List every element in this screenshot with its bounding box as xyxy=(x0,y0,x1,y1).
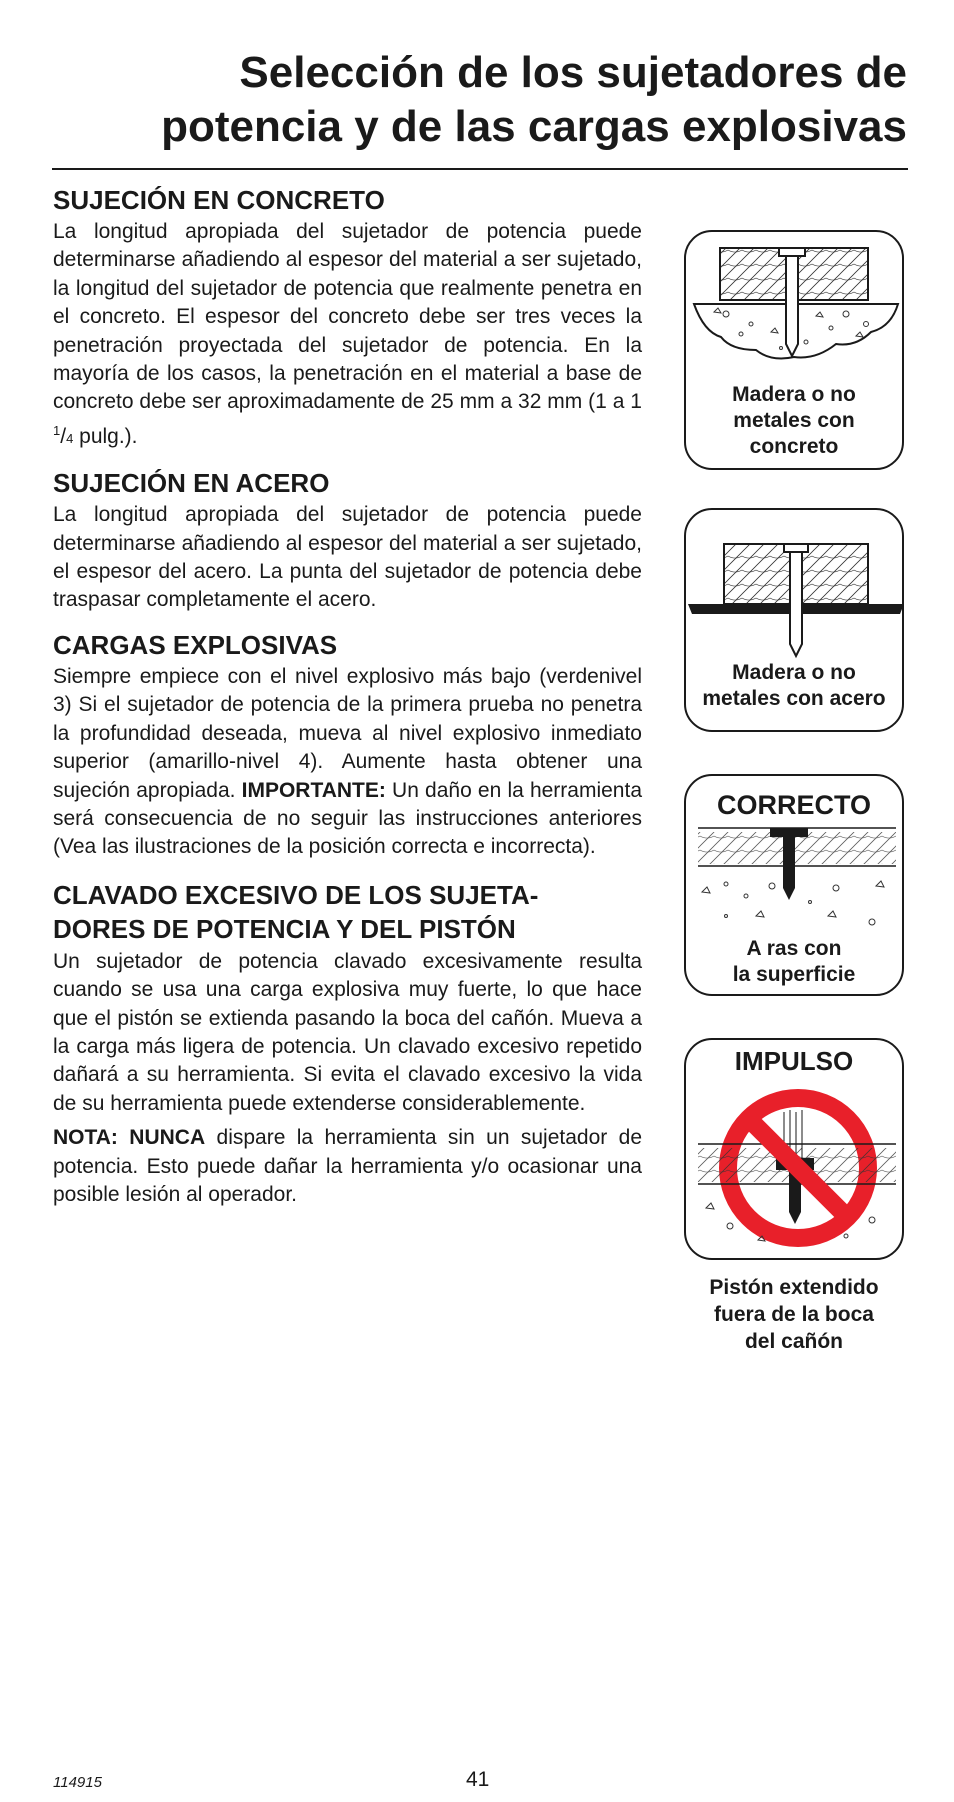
fraction-numerator: 1 xyxy=(53,422,61,438)
fastener-head xyxy=(779,248,805,256)
fraction-separator: / xyxy=(60,424,67,448)
paragraph-concreto-end: pulg.). xyxy=(73,424,138,448)
caption-acero xyxy=(686,660,902,712)
title-rule xyxy=(52,168,908,170)
impulso-illustration xyxy=(686,1040,904,1260)
paragraph-nota xyxy=(53,1124,642,1209)
page-title-line2: potencia y de las cargas explosivas xyxy=(161,102,907,151)
fastener-head xyxy=(770,828,808,837)
caption-acero-line1: Madera o no xyxy=(732,661,856,684)
heading-cargas: CARGAS EXPLOSIVAS xyxy=(53,629,338,660)
fraction-denominator: 4 xyxy=(66,430,74,446)
fastener-shank xyxy=(783,837,795,900)
paragraph-acero: La longitud apropiada del sujetador de potencia puede determinarse añadiendo al espesor del material a ser sujetado, el espesor del acero. La punta del sujetador de potencia debe traspasar completamente el acero. xyxy=(53,503,642,612)
paragraph-cargas-text: Siempre empiece con el nivel explosivo más bajo (verdenivel 3) Si el sujetador de potencia de la primera prueba no penetra la profundidad deseada, mueva al nivel explosivo inmediato superior (amarillo-nivel 4). Aumente hasta obtener una sujeción apropiada. xyxy=(53,664,642,802)
heading-clavado-line2: DORES DE POTENCIA Y DEL PISTÓN xyxy=(53,913,516,944)
paragraph-cargas-end: Un daño en la herramienta será consecuencia de no seguir las instrucciones anteriores (Vea las ilustraciones de la posición correcta e incorrecta). xyxy=(53,778,643,859)
caption-concreto-line3: concreto xyxy=(749,435,839,458)
page-title xyxy=(52,46,907,154)
caption-concreto-line2: metales con xyxy=(733,409,855,432)
heading-clavado xyxy=(53,878,642,946)
caption-impulso-line2: fuera de la boca xyxy=(714,1303,874,1326)
important-label: IMPORTANTE: xyxy=(241,778,386,802)
figure-acero xyxy=(684,508,904,732)
page-title-line1: Selección de los sujetadores de xyxy=(239,48,907,97)
heading-acero: SUJECIÓN EN ACERO xyxy=(53,468,330,499)
figure-concreto xyxy=(684,230,904,470)
heading-impulso: IMPULSO xyxy=(734,1046,854,1076)
nota-label: NOTA: NUNCA xyxy=(53,1126,206,1150)
caption-impulso-line3: del cañón xyxy=(744,1330,844,1353)
caption-correcto-line2: la superficie xyxy=(732,963,856,986)
document-code: 114915 xyxy=(53,1774,102,1791)
page-number: 41 xyxy=(466,1768,490,1791)
paragraph-nota-text: dispare la herramienta sin un sujetador de potencia. Esto puede dañar la herramienta y/o ocasionar una posible lesión al operador. xyxy=(53,1126,642,1206)
paragraph-concreto-text: La longitud apropiada del sujetador de potencia puede determinarse añadiendo al espesor del material a ser sujetado, la longitud del sujetador de potencia que realmente penetra en el concreto. El espesor del concreto debe ser tres veces la penetración proyectada del sujetador de potencia. En la mayoría de los casos, la penetración en el material a base de concreto debe ser aproximadamente de 25 mm a 32 mm (1 a 1 xyxy=(53,220,642,414)
caption-concreto-line1: Madera o no xyxy=(732,383,856,406)
fastener-shank xyxy=(790,552,802,656)
text-column xyxy=(53,184,642,1209)
heading-correcto: CORRECTO xyxy=(716,790,871,820)
caption-impulso-line1: Pistón extendido xyxy=(709,1276,879,1299)
heading-clavado-line1: CLAVADO EXCESIVO DE LOS SUJETA- xyxy=(53,879,539,910)
fastener-head xyxy=(784,544,808,552)
caption-correcto-line1: A ras con xyxy=(746,937,842,960)
caption-impulso xyxy=(684,1274,904,1355)
figure-impulso xyxy=(684,1038,904,1260)
caption-correcto xyxy=(686,936,902,988)
paragraph-clavado: Un sujetador de potencia clavado excesivamente resulta cuando se usa una carga explosiva muy fuerte, lo que hace que el pistón se extienda pasando la boca del cañón. Mueva a la carga más ligera de potencia. Un clavado excesivo repetido dañará a su herramienta. Si evita el clavado excesivo la vida de su herramienta puede extenderse considerablemente. xyxy=(53,949,642,1115)
heading-concreto: SUJECIÓN EN CONCRETO xyxy=(53,185,385,215)
paragraph-concreto xyxy=(53,218,642,453)
figure-correcto xyxy=(684,774,904,996)
caption-concreto xyxy=(686,382,902,460)
fastener-shank xyxy=(786,256,798,356)
caption-acero-line2: metales con acero xyxy=(702,687,886,710)
paragraph-cargas xyxy=(53,663,642,862)
